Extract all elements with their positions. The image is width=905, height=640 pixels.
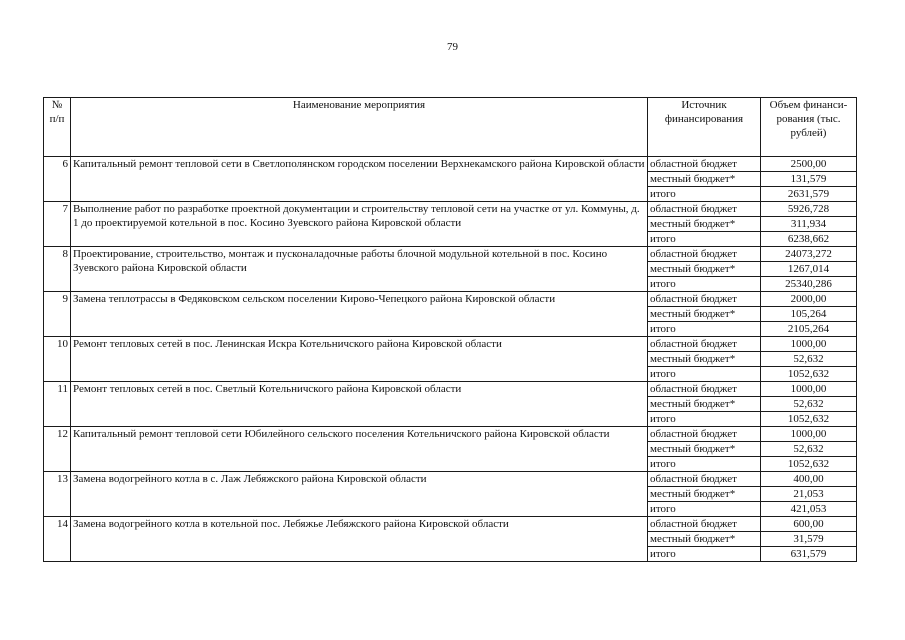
funding-volume: 600,00 — [761, 517, 857, 532]
row-number: 6 — [44, 157, 71, 202]
header-funding-volume: Объем финанси-рования (тыс. рублей) — [761, 98, 857, 157]
funding-source: местный бюджет* — [648, 397, 761, 412]
funding-volume: 31,579 — [761, 532, 857, 547]
table-body — [44, 157, 857, 562]
funding-source: итого — [648, 277, 761, 292]
row-number: 9 — [44, 292, 71, 337]
row-number: 7 — [44, 202, 71, 247]
funding-volume: 1000,00 — [761, 382, 857, 397]
page-number: 79 — [447, 41, 458, 53]
activity-name: Ремонт тепловых сетей в пос. Ленинская Искра Котельничского района Кировской области — [71, 337, 648, 382]
activity-name: Замена водогрейного котла в с. Лаж Лебяжского района Кировской области — [71, 472, 648, 517]
funding-source: местный бюджет* — [648, 442, 761, 457]
header-funding-source: Источник финансирования — [648, 98, 761, 157]
row-number: 8 — [44, 247, 71, 292]
funding-volume: 25340,286 — [761, 277, 857, 292]
row-number: 10 — [44, 337, 71, 382]
funding-volume: 2105,264 — [761, 322, 857, 337]
table-header-row — [44, 98, 857, 157]
funding-volume: 2500,00 — [761, 157, 857, 172]
funding-volume: 131,579 — [761, 172, 857, 187]
funding-source: областной бюджет — [648, 472, 761, 487]
funding-source: местный бюджет* — [648, 532, 761, 547]
funding-volume: 400,00 — [761, 472, 857, 487]
activity-name: Замена теплотрассы в Федяковском сельском поселении Кирово-Чепецкого района Кировской области — [71, 292, 648, 337]
row-number: 12 — [44, 427, 71, 472]
funding-volume: 1267,014 — [761, 262, 857, 277]
table-row — [44, 382, 857, 397]
activity-name: Капитальный ремонт тепловой сети в Светлополянском городском поселении Верхнекамского района Кировской области — [71, 157, 648, 202]
row-number: 11 — [44, 382, 71, 427]
funding-volume: 1052,632 — [761, 367, 857, 382]
funding-volume: 6238,662 — [761, 232, 857, 247]
funding-source: итого — [648, 367, 761, 382]
funding-source: итого — [648, 547, 761, 562]
funding-volume: 1052,632 — [761, 412, 857, 427]
funding-source: местный бюджет* — [648, 262, 761, 277]
activity-name: Проектирование, строительство, монтаж и пусконаладочные работы блочной модульной котельной в пос. Косино Зуевского района Кировской области — [71, 247, 648, 292]
funding-volume: 311,934 — [761, 217, 857, 232]
funding-volume: 52,632 — [761, 397, 857, 412]
funding-volume: 2631,579 — [761, 187, 857, 202]
funding-source: итого — [648, 412, 761, 427]
funding-source: итого — [648, 457, 761, 472]
funding-source: областной бюджет — [648, 427, 761, 442]
funding-source: областной бюджет — [648, 157, 761, 172]
funding-source: итого — [648, 187, 761, 202]
funding-volume: 24073,272 — [761, 247, 857, 262]
financing-table — [43, 97, 857, 562]
funding-source: итого — [648, 232, 761, 247]
activity-name: Капитальный ремонт тепловой сети Юбилейного сельского поселения Котельничского района Кировской области — [71, 427, 648, 472]
table-row — [44, 292, 857, 307]
funding-source: местный бюджет* — [648, 217, 761, 232]
table-row — [44, 517, 857, 532]
funding-source: местный бюджет* — [648, 172, 761, 187]
funding-source: областной бюджет — [648, 337, 761, 352]
table-row — [44, 472, 857, 487]
activity-name: Выполнение работ по разработке проектной документации и строительству тепловой сети на участке от ул. Коммуны, д. 1 до проектируемой котельной в пос. Косино Зуевского района Кировской области — [71, 202, 648, 247]
funding-volume: 52,632 — [761, 442, 857, 457]
table-row — [44, 337, 857, 352]
header-activity-name: Наименование мероприятия — [71, 98, 648, 157]
funding-source: местный бюджет* — [648, 352, 761, 367]
funding-volume: 631,579 — [761, 547, 857, 562]
funding-source: итого — [648, 502, 761, 517]
funding-volume: 5926,728 — [761, 202, 857, 217]
table-row — [44, 202, 857, 217]
funding-source: областной бюджет — [648, 292, 761, 307]
row-number: 13 — [44, 472, 71, 517]
funding-source: областной бюджет — [648, 247, 761, 262]
funding-source: областной бюджет — [648, 202, 761, 217]
table-row — [44, 427, 857, 442]
funding-source: местный бюджет* — [648, 307, 761, 322]
funding-source: областной бюджет — [648, 517, 761, 532]
funding-volume: 52,632 — [761, 352, 857, 367]
funding-volume: 2000,00 — [761, 292, 857, 307]
funding-source: местный бюджет* — [648, 487, 761, 502]
funding-volume: 1052,632 — [761, 457, 857, 472]
activity-name: Замена водогрейного котла в котельной пос. Лебяжье Лебяжского района Кировской области — [71, 517, 648, 562]
table-row — [44, 157, 857, 172]
funding-volume: 21,053 — [761, 487, 857, 502]
funding-volume: 105,264 — [761, 307, 857, 322]
funding-volume: 1000,00 — [761, 337, 857, 352]
funding-volume: 1000,00 — [761, 427, 857, 442]
activity-name: Ремонт тепловых сетей в пос. Светлый Котельничского района Кировской области — [71, 382, 648, 427]
table-row — [44, 247, 857, 262]
row-number: 14 — [44, 517, 71, 562]
funding-source: областной бюджет — [648, 382, 761, 397]
funding-volume: 421,053 — [761, 502, 857, 517]
header-number: № п/п — [44, 98, 71, 157]
funding-source: итого — [648, 322, 761, 337]
